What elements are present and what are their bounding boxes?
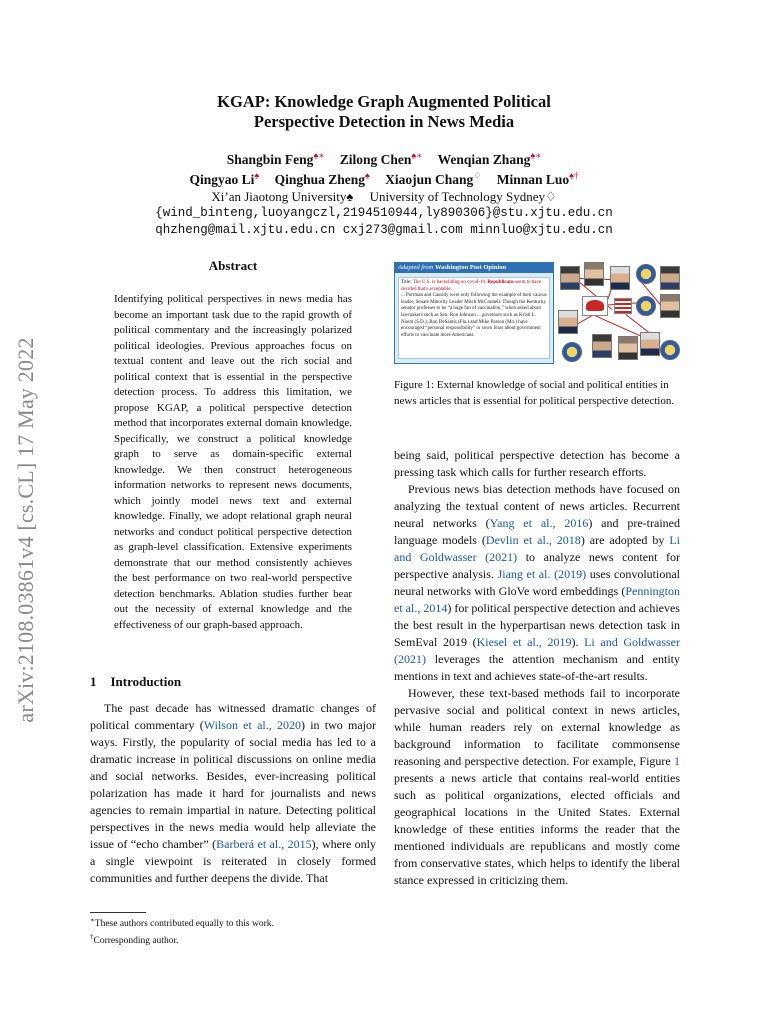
author-name: Qinghua Zheng♠ [274, 170, 370, 187]
news-source-header: Adapted from Washington Post Opinion [395, 263, 553, 273]
arxiv-stamp [6, 0, 46, 1024]
knowledge-graph-illustration [556, 262, 680, 366]
citation-link[interactable]: Wilson et al., 2020 [203, 718, 301, 732]
politician-photo [618, 336, 638, 360]
citation-link[interactable]: Pennington et al., 2014 [394, 584, 680, 615]
affiliation-xjtu: Xi’an Jiaotong University♠ [211, 189, 354, 204]
state-seal-icon [636, 296, 656, 316]
footnote-equal-contribution: ∗These authors contributed equally to this work. [90, 916, 274, 930]
citation-link[interactable]: Yang et al., 2016 [489, 516, 589, 530]
news-excerpt: Title: The U.S. is backsliding on covid-19. Republicans seem to have decided that's acceptable. ... Portman and Cassidy were only following the example of their caucus leader, Senate Minority Leader Mitch McConnell. Though the Kentucky senator professes to be “a huge fan of vaccination,” when asked about lawmakers such as Sen. Ron Johnson ... governors such as Kristi L. Noem (S.D.), Ron DeSantis (Fla.) and Mike Parson (Mo.) have encouraged “personal responsibility” or sown fears about government efforts to vaccinate more Americans. [398, 277, 550, 359]
citation-link[interactable]: Jiang et al. (2019) [497, 567, 587, 581]
author-row-2 [90, 168, 678, 189]
republican-party-icon [582, 296, 608, 316]
intro-right-column [394, 447, 680, 889]
arxiv-stamp-text: arXiv:2108.03861v4 [cs.CL] 17 May 2022 [13, 337, 38, 723]
author-name: Shangbin Feng♠∗ [226, 150, 325, 167]
intro-paragraph-1: The past decade has witnessed dramatic changes of political commentary (Wilson et al., 2020) in two major ways. Firstly, the popularity of social media has led to a dramatic increase in political discussions on online media and social networks. Besides, ever-increasing political polarization has made it hard for journalists and news agencies to remain impartial in nature. Detecting political perspectives in the news media would help alleviate the issue of “echo chamber” (Barberá et al., 2015), where only a single viewpoint is reiterated in closely formed communities and further deepens the divide. That [90, 701, 377, 885]
affiliations [90, 188, 678, 205]
politician-photo [558, 310, 578, 334]
author-name: Zilong Chen♠∗ [339, 150, 423, 167]
author-name: Xiaojun Chang♢ [385, 170, 482, 187]
state-seal-icon [562, 342, 582, 362]
state-seal-icon [660, 340, 680, 360]
politician-photo [584, 262, 604, 286]
footnote-corresponding: †Corresponding author. [90, 933, 179, 947]
footnotes [90, 914, 274, 948]
email-line-2: qhzheng@mail.xjtu.edu.cn cxj273@gmail.com minnluo@xjtu.edu.cn [155, 223, 613, 237]
flag-icon [614, 298, 632, 314]
intro-paragraph-3: However, these text-based methods fail to incorporate pervasive social and political context in news articles, while human readers rely on external knowledge as background information to facilitate commonsense reasoning and perspective detection. For example, Figure 1 presents a news article that contains real-world entities such as political organizations, elected officials and geographical locations in the United States. External knowledge of these entities informs the reader that the mentioned individuals are republicans and mostly come from conservative states, which helps to identify the liberal stance expressed in criticizing them. [394, 686, 680, 887]
author-block [90, 147, 678, 239]
politician-photo [560, 266, 580, 290]
abstract-heading: Abstract [208, 258, 258, 273]
citation-link[interactable]: Li and Goldwasser (2021) [394, 635, 680, 666]
abstract-text: Identifying political perspectives in news media has become an important task due to the rapid growth of political commentary and the increasingly polarized political ideologies. Previous approaches focus on textual content and leave out the rich social and political context that is essential in the perspective detection process. To address this limitation, we propose KGAP, a political perspective detection method that incorporates external domain knowledge. Specifically, we construct a political knowledge graph to serve as domain-specific external knowledge. We then construct heterogeneous information networks to represent news documents, which jointly model news text and external knowledge. Finally, we adopt relational graph neural networks and conduct political perspective detection as graph-level classification. Extensive experiments demonstrate that our method consistently achieves the best performance on two real-world perspective detection benchmarks. Ablation studies further bear out the necessity of external knowledge and the effectiveness of our graph-based approach. [114, 293, 352, 631]
politician-photo [660, 266, 680, 290]
title-line-1: KGAP: Knowledge Graph Augmented Political [217, 92, 551, 111]
citation-link[interactable]: Barberá et al., 2015 [216, 837, 312, 851]
citation-link[interactable]: Li and Goldwasser (2021) [394, 533, 680, 564]
intro-paragraph-continued: being said, political perspective detection has become a pressing task which calls for further research efforts. [394, 448, 680, 479]
intro-left-column [90, 700, 376, 887]
state-seal-icon [636, 264, 656, 284]
author-row-1 [90, 147, 678, 168]
section-heading-introduction: 1 Introduction [90, 674, 182, 689]
figure-1 [394, 262, 680, 366]
paper-title [90, 92, 678, 132]
affiliation-uts: University of Technology Sydney♢ [369, 189, 557, 204]
author-name: Qingyao Li♠ [189, 170, 260, 187]
footnote-rule [90, 912, 146, 913]
politician-photo [592, 334, 612, 358]
citation-link[interactable]: Kiesel et al., 2019 [476, 635, 572, 649]
politician-photo [640, 332, 660, 356]
news-article-box [394, 262, 554, 364]
author-name: Minnan Luo♠† [496, 170, 579, 187]
politician-photo [610, 266, 630, 290]
figure-1-caption: Figure 1: External knowledge of social and political entities in news articles that is essential for political perspective detection. [394, 379, 675, 407]
email-line-1: {wind_binteng,luoyangczl,2194510944,ly890306}@stu.xjtu.edu.cn [155, 206, 613, 220]
intro-paragraph-2: Previous news bias detection methods have focused on analyzing the textual content of news articles. Recurrent neural networks (Yang et al., 2016) and pre-trained language models (Devlin et al., 2018) are adopted by Li and Goldwasser (2021) to analyze news content for perspective analysis. Jiang et al. (2019) uses convolutional neural networks with GloVe word embeddings (Pennington et al., 2014) for political perspective detection and achieves the best result in the hyperpartisan news detection task in SemEval 2019 (Kiesel et al., 2019). Li and Goldwasser (2021) leverages the attention mechanism and entity mentions in text and achieves state-of-the-art results. [394, 482, 680, 683]
figure-reference-link[interactable]: 1 [674, 754, 680, 768]
author-name: Wenqian Zhang♠∗ [437, 150, 542, 167]
citation-link[interactable]: Devlin et al., 2018 [485, 533, 581, 547]
title-line-2: Perspective Detection in News Media [253, 112, 515, 131]
politician-photo [660, 294, 680, 318]
